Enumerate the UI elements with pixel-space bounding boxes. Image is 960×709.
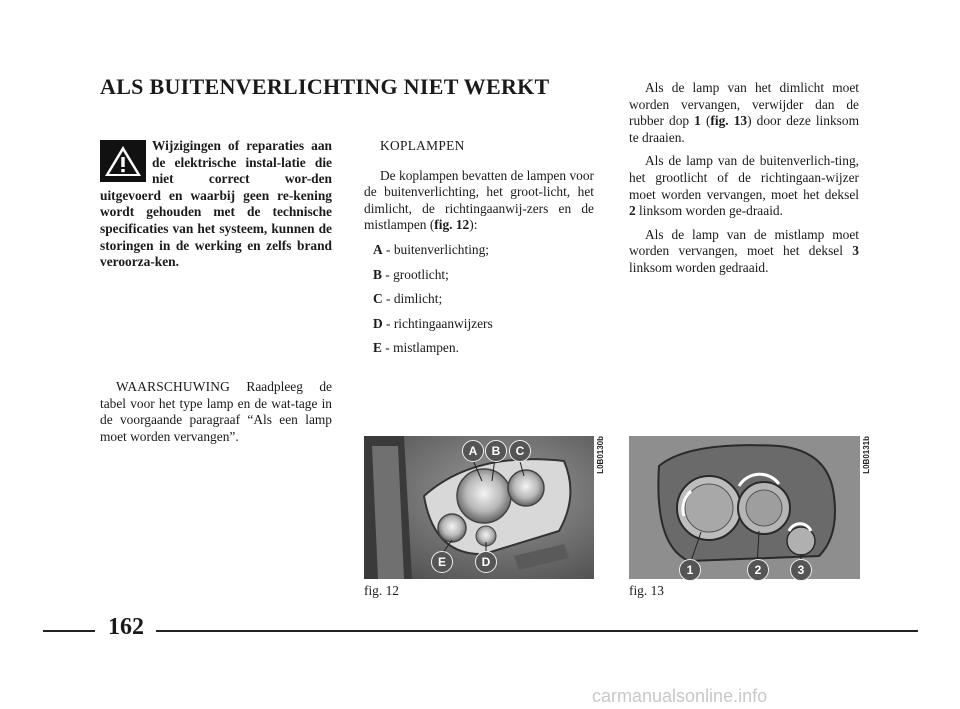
figure-13-headlamp-rear <box>629 436 860 579</box>
callout-d: D <box>475 551 497 573</box>
warning-text: Wijzigingen of reparaties aan de elektrische instal-latie die niet correct wor-den uitgevoerd en waarbij geen re-kening wordt gehouden met de technische specificaties van het systeem, kunnen de storingen in de werking en zelfs brand veroorza-ken. <box>100 138 332 270</box>
figure-caption: fig. 12 <box>364 583 399 598</box>
list-item: B - grootlicht; <box>373 266 449 282</box>
footer-rule-right <box>156 630 918 632</box>
instruction-paragraph: Als de lamp van de mistlamp moet worden vervangen, moet het deksel 3 linksom worden gedraaid. <box>629 226 859 275</box>
koplampen-intro: De koplampen bevatten de lampen voor de buitenverlichting, het groot-licht, het dimlicht, de richtingaanwij-zers en de mistlampen (fig. 12): <box>364 167 594 233</box>
list-item: C - dimlicht; <box>373 291 443 307</box>
page-number: 162 <box>108 614 144 640</box>
koplampen-heading: KOPLAMPEN <box>380 138 465 153</box>
instruction-paragraph: Als de lamp van het dimlicht moet worden vervangen, verwijder dan de rubber dop 1 (fig. 13) door deze linksom te draaien. <box>629 80 859 145</box>
warning-block <box>100 138 332 271</box>
callout-2: 2 <box>747 559 769 581</box>
fig-ref-13: fig. 13 <box>710 113 748 129</box>
callout-e: E <box>431 551 453 573</box>
koplampen-section <box>364 138 594 357</box>
watermark: carmanualsonline.info <box>592 686 768 706</box>
notice-text: Raadpleeg de tabel voor het type lamp en de wat-tage in de voorgaande paragraaf “Als een lamp moet worden vervangen”. <box>100 379 332 444</box>
instruction-paragraph: Als de lamp van de buitenverlich-ting, het grootlicht of de richtingaan-wijzer moet worden vervangen, moet het deksel 2 linksom worden ge-draaid. <box>629 153 859 219</box>
list-item: A - buitenverlichting; <box>373 241 490 257</box>
figure-code: L0B0131b <box>862 436 871 474</box>
callout-b: B <box>485 440 507 462</box>
notice-label: WAARSCHUWING <box>116 379 230 394</box>
list-item: E - mistlampen. <box>373 340 459 356</box>
callout-a: A <box>462 440 484 462</box>
figure-code: L0B0130b <box>596 436 605 474</box>
page-title: ALS BUITENVERLICHTING NIET WERKT <box>100 74 550 99</box>
warning-triangle-icon <box>100 140 146 182</box>
figure-caption: fig. 13 <box>629 583 664 598</box>
list-item: D - richtingaanwijzers <box>373 315 493 331</box>
footer-rule-left <box>43 630 95 632</box>
replacement-instructions <box>629 80 859 284</box>
callout-c: C <box>509 440 531 462</box>
notice-paragraph <box>100 379 332 445</box>
callout-1: 1 <box>679 559 701 581</box>
callout-3: 3 <box>790 559 812 581</box>
fig-ref-12: fig. 12 <box>434 217 470 233</box>
